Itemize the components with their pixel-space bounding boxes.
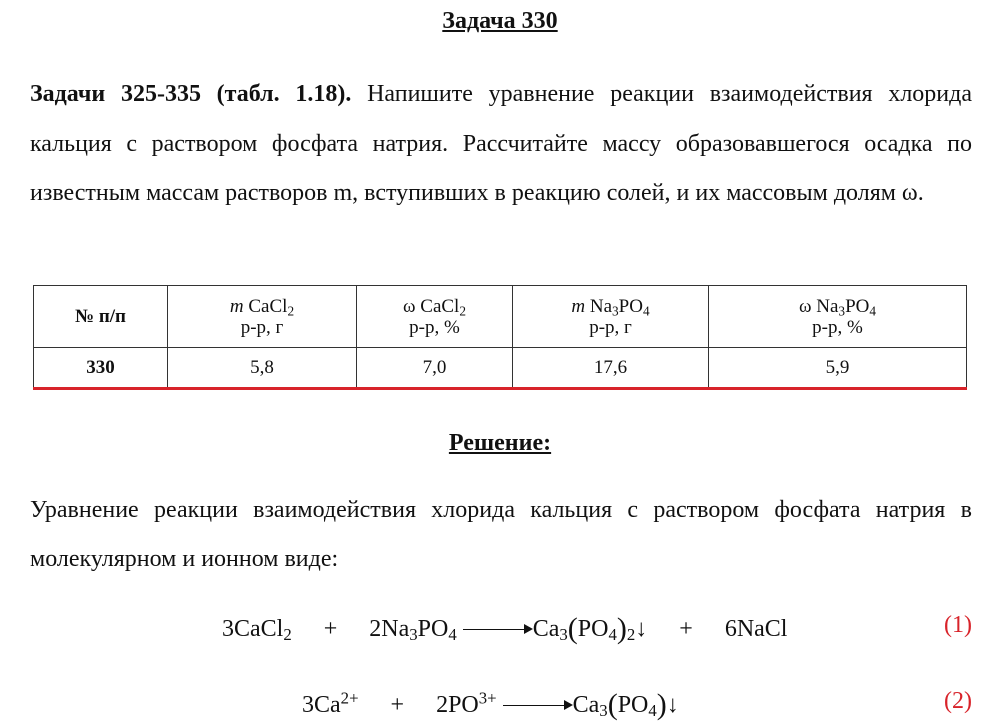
table-header-row	[34, 286, 967, 348]
header-cell-w-na3po4: ω $Na_3PO_4$ р-р, %	[709, 286, 967, 348]
header-cell-m-na3po4: m $Na_3PO_4$ р-р, г	[513, 286, 709, 348]
equation-number-1: (1)	[944, 612, 972, 638]
equation-number-2: (2)	[944, 688, 972, 714]
cell-m-cacl2: 5,8	[168, 348, 357, 389]
precipitate-arrow-icon: ↓	[666, 692, 679, 718]
equation-ionic: $3Ca^{2+} + 2PO^{3+}$ $Ca_3(PO_4)↓$	[302, 688, 679, 721]
header-cell-m-cacl2: m CaCl$_2$ р-р, г	[168, 286, 357, 348]
table-row	[34, 348, 967, 389]
data-table	[33, 285, 967, 390]
reaction-arrow-icon	[463, 620, 533, 640]
cell-m-na3po4: 17,6	[513, 348, 709, 389]
cell-task-number: 330	[34, 348, 168, 389]
solution-text: Уравнение реакции взаимодействия хлорида кальция с раствором фосфата натрия в молекулярном и ионном виде:	[30, 497, 972, 572]
problem-text: Напишите уравнение реакции взаимодействия хлорида кальция с раствором фосфата натрия. Рассчитайте массу образовавшегося осадка по известным массам растворов m, вступивших в реакцию солей, и их массовым долям ω.	[30, 81, 972, 206]
task-title: Задача 330	[442, 8, 558, 34]
problem-statement	[30, 70, 972, 219]
header-cell-number: № п/п	[34, 286, 168, 348]
precipitate-arrow-icon: ↓	[635, 616, 648, 642]
cell-w-cacl2: 7,0	[357, 348, 513, 389]
equation-molecular: 3CaCl$_2$ + $2Na_3PO_4$ $Ca_3(PO_4)_2↓$ + 6NaCl	[222, 612, 788, 645]
cell-w-na3po4: 5,9	[709, 348, 967, 389]
problem-lead: Задачи 325-335 (табл. 1.18).	[30, 81, 352, 107]
header-cell-w-cacl2: ω CaCl$_2$ р-р, %	[357, 286, 513, 348]
solution-heading: Решение:	[448, 430, 552, 456]
reaction-arrow-icon	[503, 696, 573, 716]
